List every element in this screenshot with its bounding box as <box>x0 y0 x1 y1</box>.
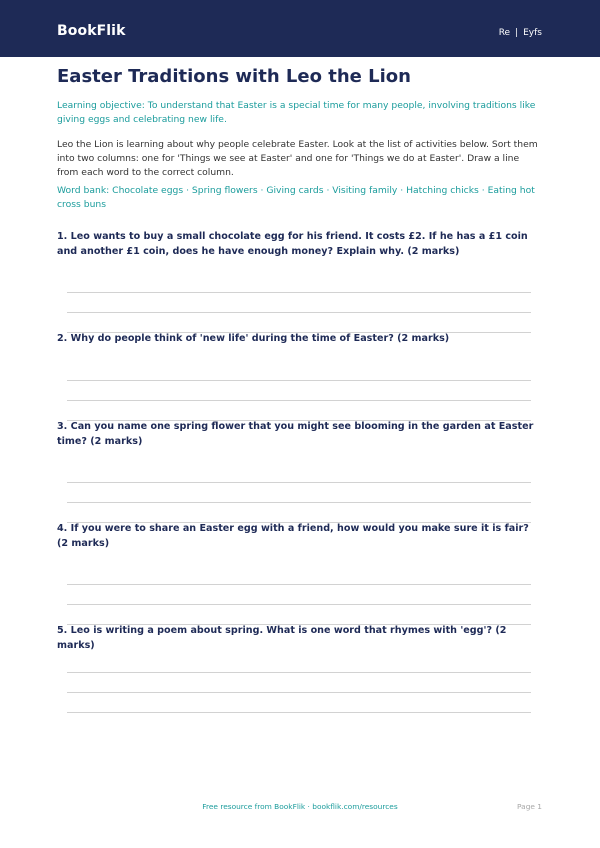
brand-logo-text[interactable]: BookFlik <box>57 23 126 39</box>
header-meta <box>499 27 542 39</box>
answer-line[interactable] <box>67 712 531 713</box>
answer-line[interactable] <box>67 312 531 313</box>
answer-line[interactable] <box>67 502 531 503</box>
question-2: 2. Why do people think of 'new life' during the time of Easter? (2 marks) <box>57 333 450 344</box>
intro-instructions: Leo the Lion is learning about why people celebrate Easter. Look at the list of activities below. Sort them into two columns: one for 'Things we see at Easter' and one for 'Things we do at Easter'. Draw a line from each word to the correct column. <box>57 139 538 178</box>
answer-line[interactable] <box>67 584 531 585</box>
page-number: Page 1 <box>517 802 542 811</box>
question-3: 3. Can you name one spring flower that you might see blooming in the garden at Easter time? (2 marks) <box>57 421 534 447</box>
answer-line[interactable] <box>67 380 531 381</box>
question-1: 1. Leo wants to buy a small chocolate egg for his friend. It costs £2. If he has a £1 coin and another £1 coin, does he have enough money? Explain why. (2 marks) <box>57 231 528 257</box>
word-bank: Word bank: Chocolate eggs · Spring flowers · Giving cards · Visiting family · Hatching chicks · Eating hot cross buns <box>57 185 535 210</box>
answer-line[interactable] <box>67 482 531 483</box>
header-separator: | <box>515 28 519 38</box>
learning-objective: Learning objective: To understand that Easter is a special time for many people, involving traditions like giving eggs and celebrating new life. <box>57 100 536 125</box>
answer-line[interactable] <box>67 692 531 693</box>
answer-line[interactable] <box>67 400 531 401</box>
level-label: Eyfs <box>523 28 542 38</box>
question-4: 4. If you were to share an Easter egg with a friend, how would you make sure it is fair? (2 marks) <box>57 523 529 549</box>
worksheet-title: Easter Traditions with Leo the Lion <box>57 66 411 87</box>
answer-line[interactable] <box>67 604 531 605</box>
answer-line[interactable] <box>67 672 531 673</box>
top-banner <box>0 0 600 57</box>
subject-label: Re <box>498 28 511 38</box>
footer-resource-link[interactable]: Free resource from BookFlik · bookflik.com/resources <box>202 802 398 811</box>
answer-line[interactable] <box>67 292 531 293</box>
question-5: 5. Leo is writing a poem about spring. What is one word that rhymes with 'egg'? (2 marks) <box>57 625 507 651</box>
